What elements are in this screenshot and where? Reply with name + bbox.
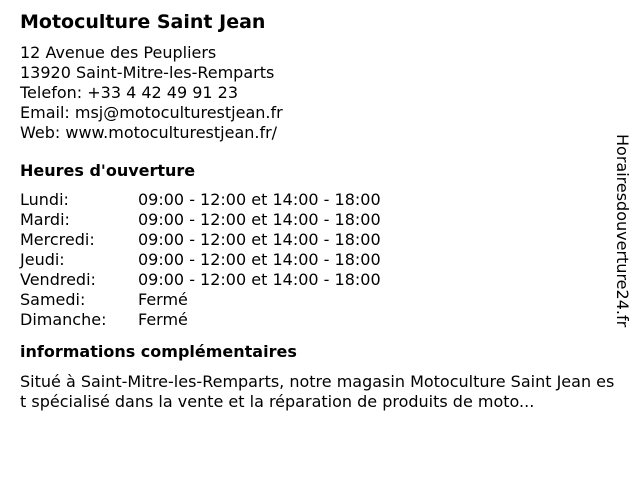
hours-time: 09:00 - 12:00 et 14:00 - 18:00: [138, 190, 381, 209]
hours-day: Dimanche:: [20, 310, 107, 329]
hours-day: Lundi:: [20, 190, 69, 209]
shop-name: Motoculture Saint Jean: [20, 11, 266, 33]
hours-row-saturday: [20, 290, 620, 310]
phone-line[interactable]: Telefon: +33 4 42 49 91 23: [20, 83, 239, 102]
hours-row-tuesday: [20, 210, 620, 230]
hours-row-monday: [20, 190, 620, 210]
shop-card: [20, 10, 620, 412]
opening-hours-title: Heures d'ouverture: [20, 161, 196, 180]
additional-info-text: Situé à Saint-Mitre-les-Remparts, notre magasin Motoculture Saint Jean est spécialisé dans la vente et la réparation de produits de moto...: [20, 372, 615, 411]
address-city: 13920 Saint-Mitre-les-Remparts: [20, 63, 275, 82]
hours-day: Samedi:: [20, 290, 86, 309]
contact-block: [20, 43, 620, 143]
site-watermark: Horairesdouverture24.fr: [613, 134, 632, 328]
hours-time: 09:00 - 12:00 et 14:00 - 18:00: [138, 250, 381, 269]
hours-row-wednesday: [20, 230, 620, 250]
hours-day: Jeudi:: [20, 250, 65, 269]
opening-hours-table: [20, 190, 620, 330]
hours-time: 09:00 - 12:00 et 14:00 - 18:00: [138, 270, 381, 289]
hours-time: 09:00 - 12:00 et 14:00 - 18:00: [138, 210, 381, 229]
hours-day: Mercredi:: [20, 230, 95, 249]
hours-time: Fermé: [138, 310, 188, 329]
additional-info-title: informations complémentaires: [20, 342, 297, 361]
hours-row-thursday: [20, 250, 620, 270]
address-street: 12 Avenue des Peupliers: [20, 43, 217, 62]
hours-day: Mardi:: [20, 210, 70, 229]
hours-time: Fermé: [138, 290, 188, 309]
email-line[interactable]: Email: msj@motoculturestjean.fr: [20, 103, 283, 122]
hours-time: 09:00 - 12:00 et 14:00 - 18:00: [138, 230, 381, 249]
hours-row-friday: [20, 270, 620, 290]
hours-day: Vendredi:: [20, 270, 96, 289]
hours-row-sunday: [20, 310, 620, 330]
website-line[interactable]: Web: www.motoculturestjean.fr/: [20, 123, 278, 142]
